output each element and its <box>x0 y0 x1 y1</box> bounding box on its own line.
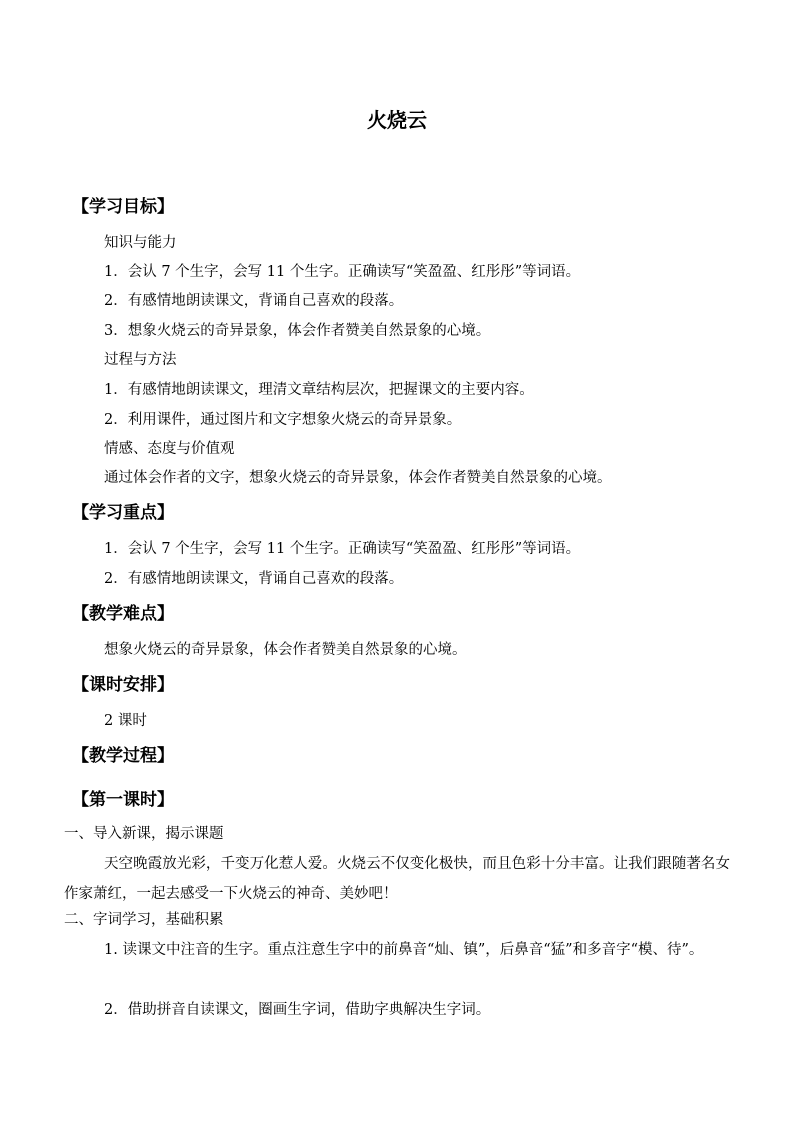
heading-first-lesson: 【第一课时】 <box>72 790 174 810</box>
emotion-text: 通过体会作者的文字，想象火烧云的奇异景象，体会作者赞美自然景象的心境。 <box>104 470 612 486</box>
step2-heading: 二、字词学习，基础积累 <box>64 912 224 928</box>
subheading-knowledge: 知识与能力 <box>104 235 177 251</box>
page-title: 火烧云 <box>367 108 427 132</box>
knowledge-item-2: 2．有感情地朗读课文，背诵自己喜欢的段落。 <box>104 293 404 309</box>
knowledge-item-3: 3．想象火烧云的奇异景象，体会作者赞美自然景象的心境。 <box>104 323 491 339</box>
step2-item-1: 1. 读课文中注音的生字。重点注意生字中的前鼻音“灿、镇”，后鼻音“猛”和多音字“模、待”。 <box>104 942 704 958</box>
key-point-item-2: 2．有感情地朗读课文，背诵自己喜欢的段落。 <box>104 571 404 587</box>
subheading-emotion: 情感、态度与价值观 <box>104 441 235 457</box>
subheading-process: 过程与方法 <box>104 352 177 368</box>
step1-paragraph: 天空晚霞放光彩，千变万化惹人爱。火烧云不仅变化极快，而且色彩十分丰富。让我们跟随著名女作家萧红，一起去感受一下火烧云的神奇、美妙吧！ <box>64 856 730 902</box>
key-point-item-1: 1．会认 7 个生字，会写 11 个生字。正确读写“笑盈盈、红彤彤”等词语。 <box>104 541 581 557</box>
heading-schedule: 【课时安排】 <box>72 675 174 695</box>
schedule-text: 2 课时 <box>104 713 147 729</box>
step1-heading: 一、导入新课，揭示课题 <box>64 826 224 842</box>
process-item-1: 1．有感情地朗读课文，理清文章结构层次，把握课文的主要内容。 <box>104 382 534 398</box>
heading-difficulty: 【教学难点】 <box>72 604 174 624</box>
heading-objectives: 【学习目标】 <box>72 197 174 217</box>
heading-key-points: 【学习重点】 <box>72 503 174 523</box>
step2-item-2: 2．借助拼音自读课文，圈画生字词，借助字典解决生字词。 <box>104 1002 491 1018</box>
difficulty-text: 想象火烧云的奇异景象，体会作者赞美自然景象的心境。 <box>104 642 467 658</box>
process-item-2: 2．利用课件，通过图片和文字想象火烧云的奇异景象。 <box>104 412 462 428</box>
knowledge-item-1: 1．会认 7 个生字，会写 11 个生字。正确读写“笑盈盈、红彤彤”等词语。 <box>104 264 581 280</box>
heading-teaching-process: 【教学过程】 <box>72 746 174 766</box>
